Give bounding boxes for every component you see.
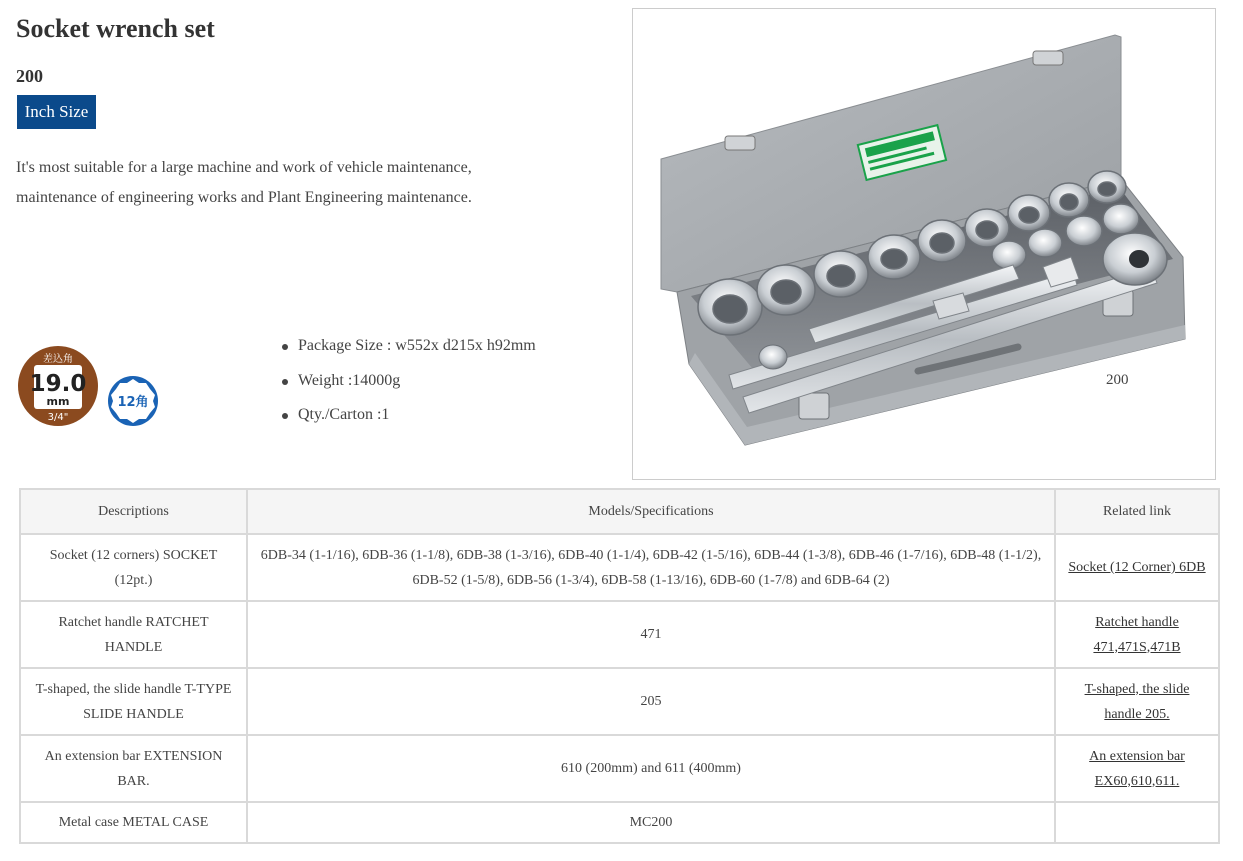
twelve-point-icon bbox=[106, 374, 160, 428]
row-link-cell bbox=[1055, 802, 1219, 843]
drive-size-unit: mm bbox=[46, 395, 70, 408]
table-row bbox=[20, 534, 1219, 601]
header-related-link: Related link bbox=[1055, 489, 1219, 534]
header-descriptions: Descriptions bbox=[20, 489, 247, 534]
table-row bbox=[20, 668, 1219, 735]
drive-size-value: 19.0 bbox=[29, 371, 87, 397]
row-description: Socket (12 corners) SOCKET (12pt.) bbox=[20, 534, 247, 601]
table-row bbox=[20, 802, 1219, 843]
row-link-cell bbox=[1055, 735, 1219, 802]
table-header-row bbox=[20, 489, 1219, 534]
model-number: 200 bbox=[16, 66, 43, 86]
row-models: 6DB-34 (1-1/16), 6DB-36 (1-1/8), 6DB-38 (1-3/16), 6DB-40 (1-1/4), 6DB-42 (1-5/16), 6DB-44 (1-3/8), 6DB-46 (1-7/16), 6DB-48 (1-1/2), 6DB-52 (1-5/8), 6DB-56 (1-3/4), 6DB-58 (1-13/16), 6DB-60 (1-7/8) and 6DB-64 (2) bbox=[247, 534, 1055, 601]
row-link-cell bbox=[1055, 534, 1219, 601]
row-models: 471 bbox=[247, 601, 1055, 668]
related-link-slide-handle[interactable]: T-shaped, the slide handle 205. bbox=[1084, 681, 1190, 722]
twelve-point-label: 12角 bbox=[117, 395, 149, 410]
row-models: MC200 bbox=[247, 802, 1055, 843]
square-drive-icon bbox=[17, 345, 99, 427]
spec-package-size: Package Size : w552x d215x h92mm bbox=[280, 332, 536, 367]
related-link-extension-bar[interactable]: An extension bar EX60,610,611. bbox=[1089, 748, 1185, 789]
description-line: maintenance of engineering works and Plant Engineering maintenance. bbox=[16, 189, 472, 206]
related-link-ratchet-handle[interactable]: Ratchet handle 471,471S,471B bbox=[1093, 614, 1181, 655]
row-link-cell bbox=[1055, 668, 1219, 735]
spec-qty-carton: Qty./Carton :1 bbox=[280, 401, 536, 436]
row-description: Ratchet handle RATCHET HANDLE bbox=[20, 601, 247, 668]
table-row bbox=[20, 735, 1219, 802]
drive-top-label: 差込角 bbox=[43, 354, 73, 365]
spec-list bbox=[280, 332, 536, 436]
table-row bbox=[20, 601, 1219, 668]
socket-set-case-illustration bbox=[633, 9, 1215, 479]
spec-weight: Weight :14000g bbox=[280, 367, 536, 402]
row-models: 205 bbox=[247, 668, 1055, 735]
inch-size-badge: Inch Size bbox=[17, 95, 96, 129]
row-models: 610 (200mm) and 611 (400mm) bbox=[247, 735, 1055, 802]
product-description bbox=[16, 153, 616, 213]
row-description: Metal case METAL CASE bbox=[20, 802, 247, 843]
header-models: Models/Specifications bbox=[247, 489, 1055, 534]
drive-inch-label: 3/4" bbox=[47, 412, 69, 423]
row-link-cell bbox=[1055, 601, 1219, 668]
row-description: An extension bar EXTENSION BAR. bbox=[20, 735, 247, 802]
specifications-table bbox=[19, 488, 1220, 844]
image-caption: 200 bbox=[1106, 372, 1129, 388]
product-image bbox=[632, 8, 1216, 480]
row-description: T-shaped, the slide handle T-TYPE SLIDE HANDLE bbox=[20, 668, 247, 735]
related-link-socket[interactable]: Socket (12 Corner) 6DB bbox=[1068, 560, 1206, 575]
product-title: Socket wrench set bbox=[16, 14, 215, 43]
description-line: It's most suitable for a large machine and work of vehicle maintenance, bbox=[16, 159, 472, 176]
